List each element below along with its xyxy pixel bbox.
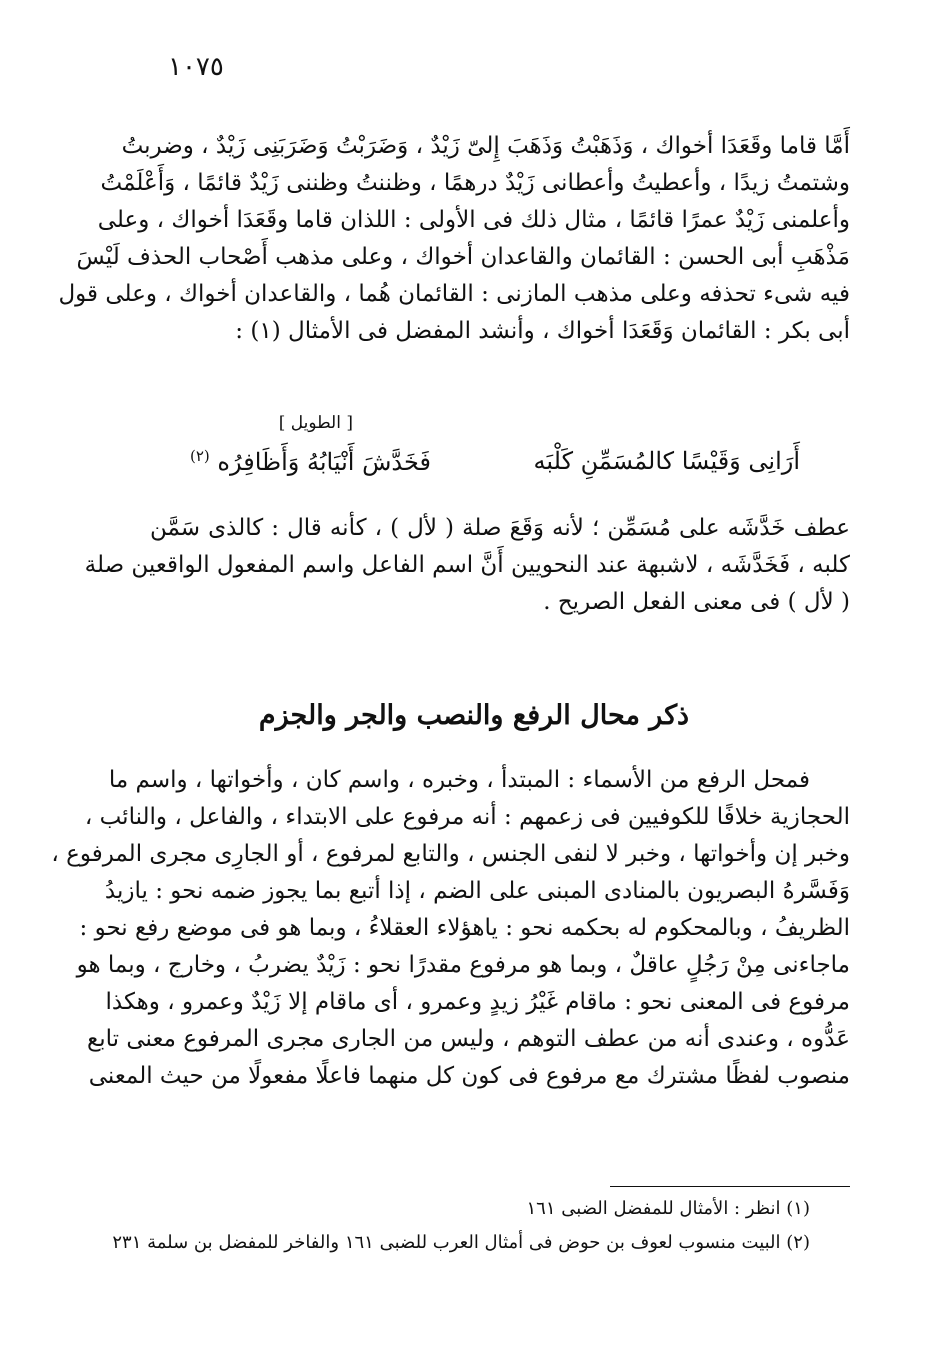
verse-second-hemistich xyxy=(190,447,431,476)
text-line: الظريفُ ، وبالمحكوم له بحكمه نحو : ياهؤلاء العقلاءُ ، وبما هو فى موضع رفع نحو : xyxy=(79,915,850,941)
verse-second-hemistich-text: فَخَدَّشَ أَنْيَابُهُ وَأَظَافِرُه xyxy=(217,448,431,476)
paragraph-3 xyxy=(51,762,850,1095)
footnote-2: (٢) البيت منسوب لعوف بن حوض فى أمثال العرب للضبى ١٦١ والفاخر للمفضل بن سلمة ٢٣١ xyxy=(112,1232,810,1253)
text-line: ماجاءنى مِنْ رَجُلٍ عاقلٌ ، وبما هو مرفوع مقدرًا نحو : زَيْدٌ يضربُ ، وخارج ، وبما هو xyxy=(76,952,850,978)
text-line: وشتمتُ زيدًا ، وأعطيتُ وأعطانى زَيْدٌ درهمًا ، وظننتُ وظننى زَيْدٌ قائمًا ، وَأَعْلَمْتُ xyxy=(100,170,850,196)
text-line: كلبه ، فَخَدَّشَه ، لاشبهة عند النحويين أَنَّ اسم الفاعل واسم المفعول الواقعين صلة xyxy=(84,552,850,578)
page-number: ١٠٧٥ xyxy=(168,52,224,82)
poetry-verse xyxy=(190,447,800,476)
text-line: وخبر إن وأخواتها ، وخبر لا لنفى الجنس ، والتابع لمرفوع ، أو الجارِى مجرى المرفوع ، xyxy=(51,841,850,867)
text-line: عطف خَدَّشَه على مُسَمِّن ؛ لأنه وَقَعَ صلة ( لأل ) ، كأنه قال : كالذى سَمَّن xyxy=(150,515,850,541)
footnote-marker[interactable]: (٢) xyxy=(190,447,210,465)
paragraph-1 xyxy=(58,128,850,350)
text-line: وأعلمنى زَيْدٌ عمرًا قائمًا ، مثال ذلك فى الأولى : اللذان قاما وقَعَدَا أخواك ، وعلى xyxy=(97,207,850,233)
text-line: فمحل الرفع من الأسماء : المبتدأ ، وخبره ، واسم كان ، وأخواتها ، واسم ما xyxy=(108,767,810,793)
verse-first-hemistich: أَرَانِى وَقَيْسًا كالمُسَمِّنِ كَلْبَه xyxy=(533,447,800,475)
text-line: أبى بكر : القائمان وَقَعَدَا أخواك ، وأنشد المفضل فى الأمثال (١) : xyxy=(235,318,850,344)
text-line: الحجازية خلافًا للكوفيين فى زعمهم : أنه مرفوع على الابتداء ، والفاعل ، والنائب ، xyxy=(84,804,850,830)
paragraph-2 xyxy=(84,510,850,621)
text-line: عَدُّوه ، وعندى أنه من عطف التوهم ، وليس من الجارى مجرى المرفوع معنى تابع xyxy=(87,1026,850,1052)
text-line: ( لأل ) فى معنى الفعل الصريح . xyxy=(543,589,850,615)
text-line: مَذْهَبِ أبى الحسن : القائمان والقاعدان أخواك ، وعلى مذهب أَصْحاب الحذف لَيْسَ xyxy=(76,244,850,270)
poetic-meter-label: [ الطويل ] xyxy=(278,413,353,433)
text-line: فيه شىء تحذفه وعلى مذهب المازنى : القائمان هُما ، والقاعدان أخواك ، وعلى قول xyxy=(58,281,850,307)
section-heading: ذكر محال الرفع والنصب والجر والجزم xyxy=(258,700,690,731)
footnote-divider xyxy=(610,1186,850,1187)
text-line: أَمَّا قاما وقَعَدَا أخواك ، وَذَهَبْتُ وَذَهَبَ إِلىّ زَيْدٌ ، وَضَرَبْتُ وَضَرَبَنِى زَيْدٌ ، وضربتُ xyxy=(121,133,850,159)
text-line: مرفوع فى المعنى نحو : ماقام غَيْرُ زيدٍ وعمرو ، أى ماقام إلا زَيْدٌ وعمرو ، وهكذا xyxy=(105,989,850,1015)
text-line: وَفَسَّرهُ البصريون بالمنادى المبنى على الضم ، إذا أتبع بما يجوز ضمه نحو : يازيدُ xyxy=(104,878,850,904)
text-line: منصوب لفظًا مشترك مع مرفوع فى كون كل منهما فاعلًا مفعولًا من حيث المعنى xyxy=(88,1063,850,1089)
footnote-1: (١) انظر : الأمثال للمفضل الضبى ١٦١ xyxy=(526,1198,810,1219)
